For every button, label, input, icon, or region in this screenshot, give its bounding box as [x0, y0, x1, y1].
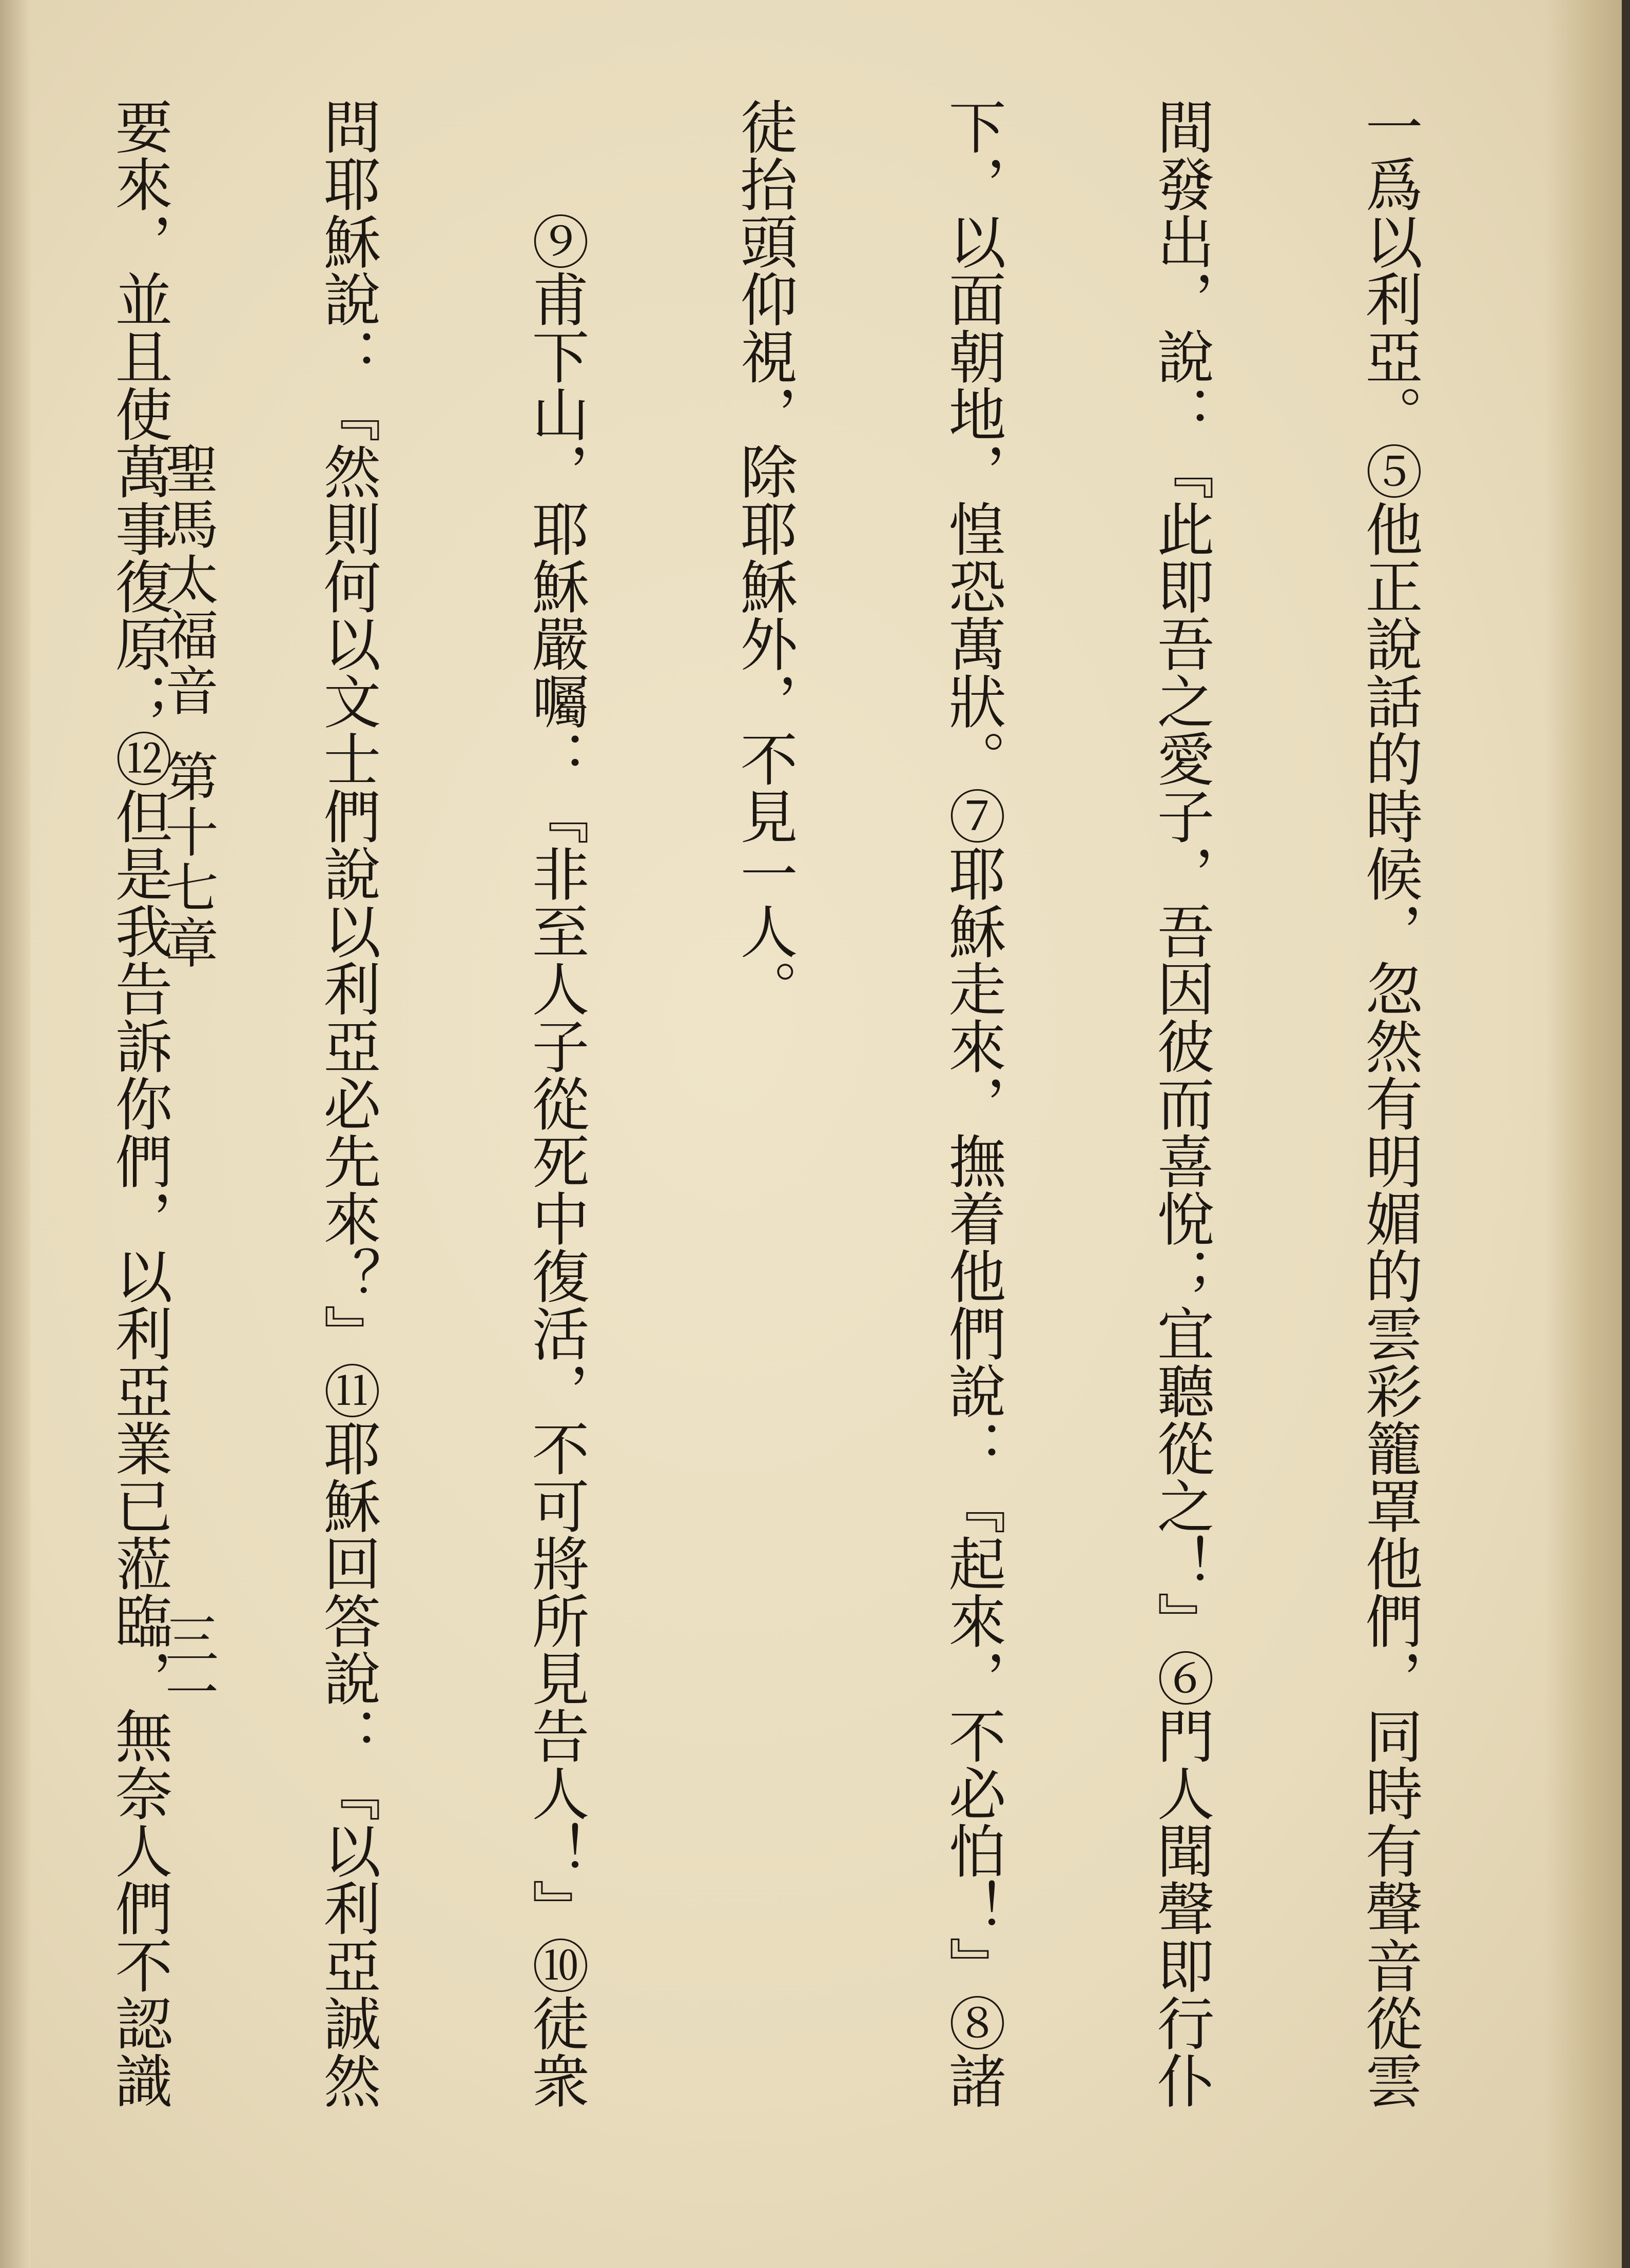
chapter-label: 第十七章	[156, 749, 219, 971]
page-edge	[1545, 0, 1622, 2268]
book-title: 聖馬太福音	[156, 441, 219, 718]
paragraph-2: ⑨甫下山，耶穌嚴囑：『非至人子從死中復活，不可將所見告人！』⑩徒衆問耶穌說：『然則何以文士們說以利亞必先來？』⑪耶穌回答說：『以利亞誠然要來，並且使萬事復原；⑫但是我告訴你們，以利亞業已蒞臨，無奈人們不認識	[106, 97, 589, 2109]
vertical-body-text	[108, 97, 1493, 2109]
page-footer	[139, 441, 221, 2186]
paragraph-1: 一爲以利亞。⑤他正說話的時候，忽然有明媚的雲彩籠罩他們，同時有聲音從雲間發出，說：『此即吾之愛子，吾因彼而喜悅；宜聽從之！』⑥門人聞聲即行仆下，以面朝地，惶恐萬狀。⑦耶穌走來，撫着他們說：『起來，不必怕！』⑧諸徒抬頭仰視，除耶穌外，不見一人。	[731, 97, 1423, 2109]
page-number: 三一	[156, 1611, 219, 1718]
